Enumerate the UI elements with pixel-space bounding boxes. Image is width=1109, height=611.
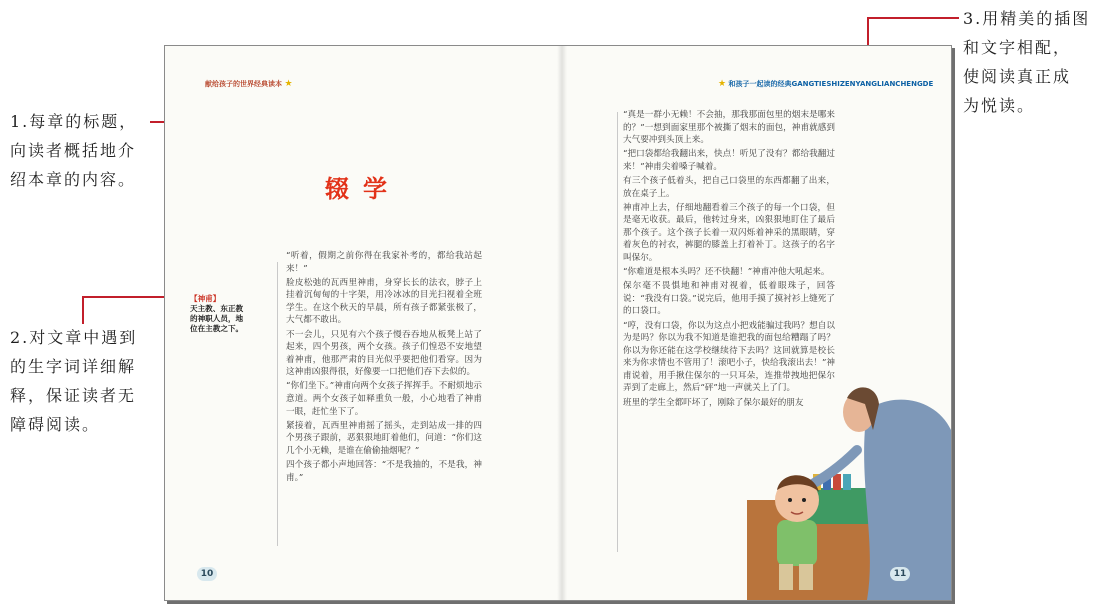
- book-gutter: [557, 46, 567, 600]
- paragraph: “你难道是根本头吗？还不快翻！”神甫冲他大吼起来。: [623, 267, 830, 278]
- star-icon: ★: [284, 79, 293, 89]
- annotation-line: 和文字相配，: [963, 38, 1072, 57]
- paragraph: 不一会儿，只见有六个孩子慢吞吞地从板凳上站了起来，四个男孩，两个女孩。孩子们惶恐不安地望着神甫，他那严肃的目光似乎要把他们看穿。因为这神甫凶狠得很，好像要一口把他们吞下去似的。: [286, 329, 482, 378]
- running-head-left-text: 献给孩子的世界经典读本: [205, 80, 282, 88]
- boy-leg-shape: [779, 564, 793, 590]
- annotation-line: 绍本章的内容。: [10, 170, 137, 189]
- annotation-line: 释，保证读者无: [10, 386, 137, 405]
- right-page-body: [623, 109, 835, 411]
- boy-shirt-shape: [777, 520, 817, 566]
- glossary-note: [190, 294, 248, 334]
- annotation-line: 2.对文章中遇到: [10, 328, 138, 347]
- paragraph: 有三个孩子低着头，把自己口袋里的东西都翻了出来，放在桌子上。: [623, 175, 835, 199]
- annotation-line: 3.用精美的插图: [963, 9, 1091, 28]
- paragraph: 紧接着，瓦西里神甫摇了摇头，走到站成一排的四个男孩子跟前，恶狠狠地盯着他们，问道：“你们这几个小无赖，是谁在偷偷抽烟呢？”: [286, 420, 482, 456]
- leader-line-2: [82, 296, 84, 324]
- left-page-body: [286, 250, 482, 486]
- annotation-line: 障碍阅读。: [10, 415, 101, 434]
- paragraph: 保尔毫不畏惧地和神甫对视着，低着眼珠子，回答说：“我没有口袋。”说完后，他用手摸了摸衬衫上缝死了的口袋口。: [623, 281, 835, 317]
- boy-eye-shape: [788, 498, 792, 502]
- column-rule-left: [277, 262, 278, 546]
- paragraph: “把口袋都给我翻出来，快点！听见了没有？都给我翻过来！”神甫尖着嗓子喊着。: [623, 149, 835, 172]
- book-shape: [843, 474, 851, 490]
- paragraph: 班里的学生全都吓坏了，刚除了保尔最好的朋友: [623, 397, 804, 408]
- running-head-right-text: 和孩子一起读的经典GANGTIESHIZENYANGLIANCHENGDE: [728, 80, 934, 88]
- paragraph: “你们坐下。”神甫向两个女孩子挥挥手。不耐烦地示意道。两个女孩子如释重负一般，小心地看了神甫一眼，赶忙坐下了。: [286, 381, 482, 417]
- annotation-line: 1.每章的标题，: [10, 112, 138, 131]
- paragraph: 神甫冲上去，仔细地翻看着三个孩子的每一个口袋，但是毫无收获。最后，他转过身来，凶狠狠地盯住了最后那个孩子。这个孩子长着一双闪烁着神采的黑眼睛，穿着灰色的衬衣，裤腿的膝盖上打着补丁。这孩子的名字叫保尔。: [623, 202, 835, 264]
- annotation-illustration: [963, 4, 1090, 120]
- page-number-left: 10: [197, 567, 217, 581]
- annotation-line: 的生字词详细解: [10, 357, 137, 376]
- annotation-chapter-title: [10, 107, 137, 194]
- column-rule-right: [617, 112, 618, 552]
- boy-eye-shape: [802, 498, 806, 502]
- page-number-right: 11: [890, 567, 910, 581]
- annotation-line: 向读者概括地介: [10, 141, 137, 160]
- paragraph: 脸皮松弛的瓦西里神甫，身穿长长的法衣，脖子上挂着沉甸甸的十字架，用冷冰冰的目光扫视着全班学生。在这个秋天的早晨，所有孩子都紧张极了，大气都不敢出。: [286, 277, 482, 326]
- paragraph: “哼，没有口袋，你以为这点小把戏能骗过我吗？想自以为是吗？你以为我不知道是谁把我的面包给糟蹋了吗？你以为你还能在这学校继续待下去吗？这回就算是校长来为你求情也不管用了！滚吧小子，快给我滚出去！”神甫说着，用手揪住保尔的一只耳朵，连推带拽地把保尔弄到了走廊上，然后“砰”地一声就关上了门。: [623, 320, 835, 394]
- star-icon: ★: [718, 79, 727, 89]
- paragraph: 四个孩子都小声地回答：“不是我抽的，不是我，神甫。”: [286, 460, 482, 483]
- paragraph: “听着，假期之前你得在我家补考的，都给我站起来！”: [286, 251, 482, 274]
- glossary-definition: 天主教、东正教的神职人员，地位在主教之下。: [190, 304, 244, 333]
- annotation-line: 使阅读真正成: [963, 67, 1072, 86]
- book-spread: [164, 45, 952, 601]
- story-illustration: [747, 370, 951, 600]
- boy-leg-shape: [799, 564, 813, 590]
- annotation-glossary: [10, 323, 137, 439]
- chapter-title: 辍学: [325, 174, 401, 203]
- glossary-term: 【神甫】: [190, 294, 221, 303]
- leader-line-3: [867, 17, 959, 19]
- book-shape: [833, 474, 841, 490]
- annotation-line: 为悦读。: [963, 96, 1036, 115]
- paragraph: “真是一群小无赖！不会抽，那我那面包里的烟末是哪来的？”一想到面家里那个被撕了烟末的面包，神甫就感到大气要冲到头顶上来。: [623, 110, 835, 146]
- running-head-left: [205, 79, 293, 89]
- running-head-right: [718, 79, 933, 89]
